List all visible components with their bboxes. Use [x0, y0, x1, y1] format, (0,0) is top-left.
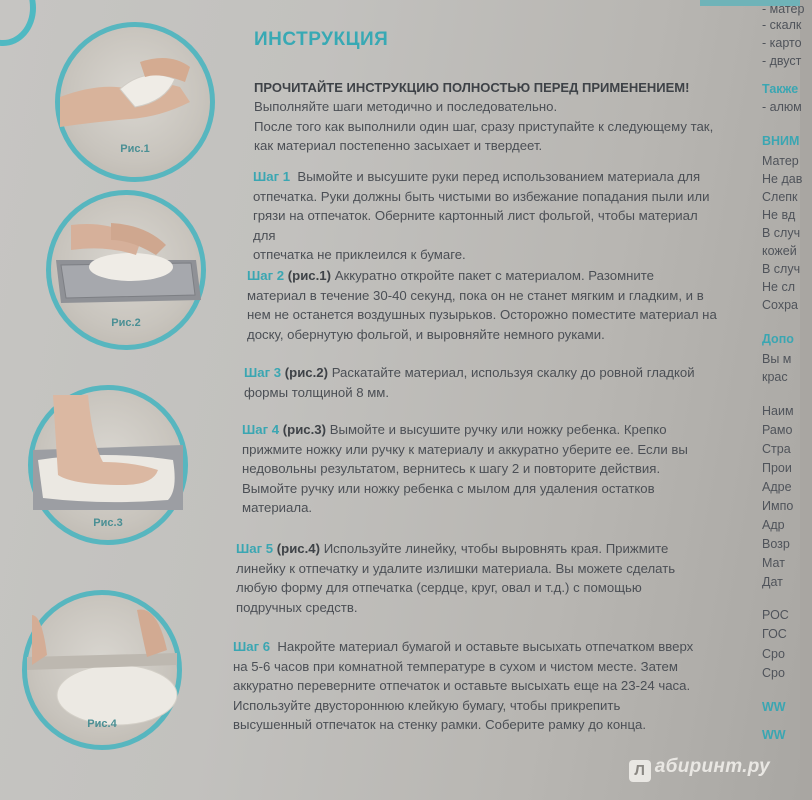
right-line: В случ — [762, 262, 801, 276]
step-text: нем не останется воздушных пузырьков. Осторожно поместите материал на — [247, 307, 717, 322]
right-line: Сро — [762, 666, 785, 680]
step-5 — [236, 539, 706, 617]
right-line: Рамо — [762, 423, 793, 437]
right-line: В случ — [762, 226, 801, 240]
step-label: Шаг 4 — [242, 422, 280, 437]
page-title: ИНСТРУКЦИЯ — [254, 29, 389, 50]
step-text: материал в течение 30-40 секунд, пока он не станет мягким и гладким, и в — [247, 287, 704, 303]
step-text: Раскатайте материал, используя скалку до ровной гладкой — [331, 365, 695, 380]
step-text: подручных средств. — [236, 599, 358, 615]
step-label: Шаг 1 — [253, 169, 291, 184]
watermark-logo-icon: Л — [629, 760, 651, 782]
right-line: Импо — [762, 499, 794, 513]
step-label: Шаг 2 — [247, 268, 285, 283]
right-line: - карто — [762, 36, 802, 50]
figure-reference: (рис.2) — [284, 365, 329, 380]
right-line: Матер — [762, 154, 799, 168]
step-text: на 5-6 часов при комнатной температуре в сухом и чистом месте. Затем — [233, 658, 678, 674]
step-text: прижмите ножку или ручку к материалу и аккуратно уберите ее. Если вы — [242, 441, 688, 457]
right-column-cut — [752, 0, 812, 800]
step-6 — [233, 637, 703, 735]
step-text: доску, обернутую фольгой, и выровняйте немного руками. — [247, 326, 605, 342]
lead-line: как материал постепенно засыхает и твердеет. — [254, 138, 543, 153]
figure-caption: Рис.1 — [120, 143, 150, 155]
right-heading: WW — [762, 700, 786, 714]
step-text: высушенный отпечаток на стенку рамки. Соберите рамку до конца. — [233, 717, 646, 732]
right-line: РОС — [762, 608, 789, 622]
figure-3 — [28, 385, 188, 545]
step-text: недовольны результатом, вернитесь к шагу 2 и повторите действия. — [242, 461, 661, 476]
step-2 — [247, 266, 717, 344]
step-text: Аккуратно откройте пакет с материалом. Разомните — [334, 268, 655, 283]
instruction-column — [232, 30, 732, 156]
watermark — [629, 756, 770, 782]
figure-reference: (рис.3) — [282, 422, 327, 437]
figure-caption: Рис.2 — [111, 317, 141, 329]
right-line: Мат — [762, 556, 785, 570]
step-text: линейку к отпечатку и удалите излишки материала. Вы можете сделать — [236, 560, 676, 576]
right-heading: Допо — [762, 332, 794, 346]
right-line: - скалк — [762, 18, 802, 32]
step-text: отпечатка. Руки должны быть чистыми во избежание попадания пыли или — [253, 188, 710, 204]
right-line: Стра — [762, 442, 791, 456]
step-text: Используйте двустороннюю клейкую бумагу, чтобы прикрепить — [233, 697, 621, 713]
right-line: - алюм — [762, 100, 802, 114]
step-text: отпечатка не приклеился к бумаге. — [253, 247, 466, 262]
step-4 — [242, 420, 712, 518]
step-label: Шаг 5 — [236, 541, 274, 556]
figure-4 — [22, 590, 182, 750]
lead-line: Выполняйте шаги методично и последовательно. — [254, 99, 558, 114]
right-line: Адре — [762, 480, 792, 494]
right-line: Не дав — [762, 172, 803, 186]
step-text: Используйте линейку, чтобы выровнять края. Прижмите — [323, 541, 669, 556]
right-line: Сро — [762, 647, 785, 661]
figure-reference: (рис.4) — [276, 541, 321, 556]
lead-line: После того как выполнили один шаг, сразу приступайте к следующему так, — [254, 118, 714, 134]
step-3 — [244, 363, 714, 402]
right-line: Дат — [762, 575, 783, 589]
figure-2 — [46, 190, 206, 350]
lead-block — [254, 78, 732, 156]
step-text: Вымойте и высушите ручку или ножку ребенка. Крепко — [329, 422, 667, 437]
step-text: формы толщиной 8 мм. — [244, 384, 390, 400]
right-line: - матер — [762, 2, 805, 16]
figure-1 — [55, 22, 215, 182]
warning-heading: ПРОЧИТАЙТЕ ИНСТРУКЦИЮ ПОЛНОСТЬЮ ПЕРЕД ПРИМЕНЕНИЕМ! — [254, 79, 690, 95]
right-line: Адр — [762, 518, 785, 532]
right-line: кожей — [762, 244, 797, 258]
figure-caption: Рис.3 — [93, 517, 123, 529]
right-line: Слепк — [762, 190, 798, 204]
step-text: грязи на отпечаток. Оберните картонный лист фольгой, чтобы материал для — [253, 208, 698, 243]
right-line: крас — [762, 370, 788, 384]
step-1 — [253, 167, 723, 265]
step-text: Вымойте ручку или ножку ребенка с мылом для удаления остатков — [242, 480, 655, 496]
right-line: Сохра — [762, 298, 798, 312]
watermark-text: абиринт.ру — [654, 756, 770, 777]
step-text: аккуратно переверните отпечаток и оставьте высыхать еще на 23-24 часа. — [233, 678, 691, 693]
step-text: любую форму для отпечатка (сердце, круг, овал и т.д.) с помощью — [236, 580, 642, 595]
step-label: Шаг 6 — [233, 639, 271, 654]
right-heading: Также — [762, 82, 799, 96]
right-line: Наим — [762, 404, 794, 418]
step-text: Вымойте и высушите руки перед использованием материала для — [297, 169, 701, 184]
step-text: Накройте материал бумагой и оставьте высыхать отпечатком вверх — [277, 639, 694, 654]
right-heading: ВНИМ — [762, 134, 800, 148]
step-text: материала. — [242, 500, 313, 515]
right-line: - двуст — [762, 54, 802, 68]
figure-caption: Рис.4 — [87, 718, 117, 730]
figure-reference: (рис.1) — [287, 268, 332, 283]
right-line: Прои — [762, 461, 792, 475]
right-heading: WW — [762, 728, 786, 742]
right-line: ГОС — [762, 627, 787, 641]
right-line: Не вд — [762, 208, 796, 222]
step-label: Шаг 3 — [244, 365, 282, 380]
right-line: Вы м — [762, 352, 792, 366]
right-line: Не сл — [762, 280, 795, 294]
right-line: Возр — [762, 537, 790, 551]
